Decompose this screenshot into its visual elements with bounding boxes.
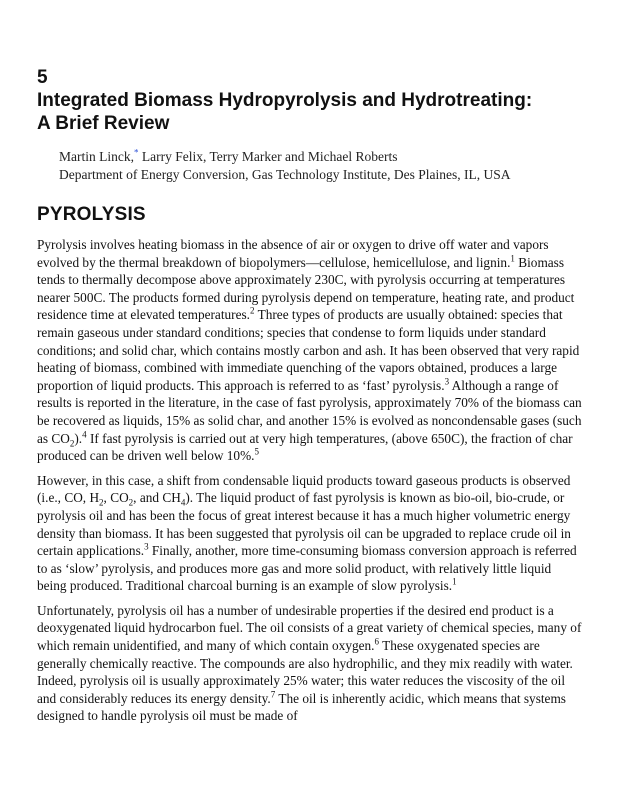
- author-list: [59, 148, 582, 166]
- reference-2: 2: [250, 305, 255, 316]
- reference-6: 6: [374, 636, 379, 647]
- p1-text: Pyrolysis involves heating biomass in the absence of air or oxygen to drive off water and vapors evolved by the thermal breakdown of biopolymers—cellulose, hemicellulose, and lignin.: [37, 237, 549, 270]
- author-rest: Larry Felix, Terry Marker and Michael Roberts: [138, 149, 398, 164]
- chapter-title-line2: A Brief Review: [37, 113, 170, 134]
- p1-text: ).: [74, 430, 83, 446]
- p1-text: If fast pyrolysis is carried out at very high temperatures, (above 650C), the fraction of char produced can be driven well below 10%.: [37, 430, 573, 464]
- section-heading: PYROLYSIS: [37, 204, 146, 225]
- p3-text: These oxygenated species are generally chemically reactive. The compounds are also hydrophilic, and they mix readily with water. Indeed, pyrolysis oil is usually approximately 25% water; this water reduces the viscosity of the oil and considerably reduces its energy density.: [37, 638, 573, 706]
- author-block: [59, 148, 582, 184]
- author-first: Martin Linck,: [59, 149, 134, 164]
- p3-text: The oil is inherently acidic, which means that systems designed to handle pyrolysis oil must be made of: [37, 690, 566, 724]
- paragraph-1: [37, 236, 582, 465]
- chapter-title: [37, 89, 582, 135]
- p2-text: , CO: [103, 490, 129, 506]
- p2-text: However, in this case, a shift from condensable liquid products toward gaseous products is observed (i.e., CO, H: [37, 472, 571, 506]
- reference-3: 3: [144, 541, 149, 552]
- subscript: 2: [69, 438, 75, 449]
- p2-text: , and CH: [133, 490, 181, 506]
- chapter-number: 5: [37, 67, 48, 88]
- reference-1: 1: [452, 576, 457, 587]
- subscript: 4: [180, 497, 186, 508]
- p2-text: Finally, another, more time-consuming biomass conversion approach is referred to as ‘slow’ pyrolysis, and produces more gas and more solid product, with relatively little liquid being produced. Traditional charcoal burning is an example of slow pyrolysis.: [37, 543, 577, 594]
- p1-text: Although a range of results is reported in the literature, in the case of fast pyrolysis, approximately 70% of the biomass can be recovered as liquids, 15% as solid char, and another 15% is evolved as noncondensable gases (such as CO: [37, 377, 582, 446]
- p1-text: Three types of products are usually obtained: species that remain gaseous under standard conditions; species that condense to form liquids under standard conditions; and solid char, which contains mostly carbon and ash. It has been observed that very rapid heating of biomass, combined with immediate quenching of the vapors obtained, produces a large proportion of liquid products. This approach is referred to as ‘fast’ pyrolysis.: [37, 307, 580, 393]
- reference-3: 3: [444, 376, 450, 387]
- author-affiliation: Department of Energy Conversion, Gas Technology Institute, Des Plaines, IL, USA: [59, 167, 511, 182]
- chapter-title-line1: Integrated Biomass Hydropyrolysis and Hydrotreating:: [37, 90, 533, 111]
- corresponding-author-link[interactable]: *: [133, 147, 139, 158]
- reference-5: 5: [254, 446, 259, 457]
- p3-text: Unfortunately, pyrolysis oil has a number of undesirable properties if the desired end product is a deoxygenated liquid hydrocarbon fuel. The oil consists of a great variety of chemical species, many of which remain unidentified, and many of which contain oxygen.: [37, 602, 582, 654]
- p1-text: Biomass tends to thermally decompose above approximately 230C, with pyrolysis occurring at temperatures nearer 500C. The products formed during pyrolysis depend on temperature, heating rate, and product residence time at elevated temperatures.: [37, 254, 575, 323]
- paper-page: [37, 66, 582, 732]
- paragraph-2: [37, 472, 582, 595]
- reference-7: 7: [270, 689, 276, 700]
- p2-text: ). The liquid product of fast pyrolysis is known as bio-oil, bio-crude, or pyrolysis oil and has been the focus of great interest because it has a much higher volumetric energy density than biomass. It has been suggested that pyrolysis oil can be upgraded to replace crude oil in certain applications.: [37, 490, 571, 559]
- subscript: 2: [128, 497, 134, 508]
- subscript: 2: [99, 497, 104, 508]
- reference-4: 4: [82, 429, 87, 440]
- paragraph-3: [37, 602, 582, 725]
- reference-1: 1: [510, 253, 515, 264]
